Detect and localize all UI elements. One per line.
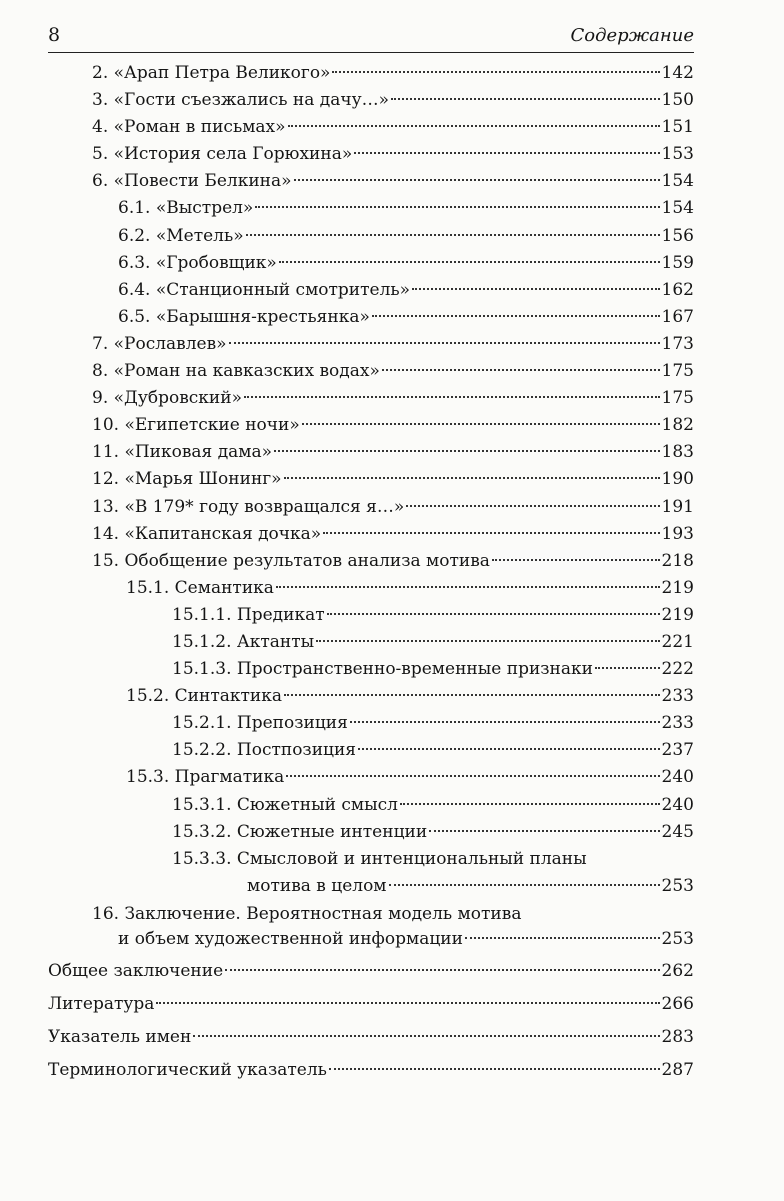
toc-entry-title: 15.1.3. Пространственно-временные признаки	[172, 659, 593, 680]
toc-entry	[48, 385, 694, 412]
toc-entry-title: 6.5. «Барышня-крестьянка»	[118, 306, 370, 327]
dot-leader	[288, 125, 660, 127]
toc-entry-page: 219	[661, 577, 694, 598]
toc-entry-title: 2. «Арап Петра Великого»	[92, 63, 331, 83]
dot-leader	[389, 884, 660, 886]
toc-entry-page: 219	[661, 604, 694, 625]
toc-entry-page: 222	[661, 659, 694, 680]
toc-entry	[48, 277, 694, 304]
toc-entry	[48, 521, 694, 548]
toc-entry-title: Терминологический указатель	[48, 1059, 327, 1080]
toc-entry-title: Общее заключение	[48, 960, 224, 981]
toc-entry-page: 167	[661, 306, 694, 327]
toc-entry-title: 15.3.1. Сюжетный смысл	[172, 794, 398, 815]
dot-leader	[400, 803, 660, 805]
toc-entry-page: 159	[661, 252, 694, 273]
dot-leader	[274, 450, 659, 452]
dot-leader	[391, 98, 660, 100]
dot-leader	[323, 532, 659, 534]
toc-entry-page: 182	[661, 415, 694, 436]
toc-entry-title: 15.2.1. Препозиция	[172, 713, 348, 734]
toc-entry	[48, 629, 694, 656]
toc-entry-title: 15.3.3. Смысловой и интенциональный планы	[172, 848, 587, 869]
dot-leader	[246, 234, 660, 236]
dot-leader	[327, 613, 660, 615]
toc-entry-title-continuation: и объем художественной информации	[118, 928, 463, 949]
toc-entry	[48, 141, 694, 168]
dot-leader	[372, 315, 660, 317]
toc-entry-title: 15.1.2. Актанты	[172, 631, 315, 652]
toc-entry-title: 12. «Марья Шонинг»	[92, 469, 282, 490]
toc-entry-page: 183	[661, 442, 694, 463]
toc-entry-title: 15.2.2. Постпозиция	[172, 740, 357, 761]
dot-leader	[406, 505, 659, 507]
toc-entry-page: 150	[661, 90, 694, 111]
toc-entry-title: 16. Заключение. Вероятностная модель мотива	[92, 903, 522, 924]
toc-entry-title: 15.1. Семантика	[126, 577, 274, 598]
dot-leader	[412, 288, 659, 290]
toc-entry	[48, 195, 694, 222]
toc-entry	[48, 1055, 694, 1085]
toc-entry-page: 283	[661, 1026, 694, 1047]
toc-entry-title: 6.4. «Станционный смотритель»	[118, 279, 411, 300]
toc-entry-title: 5. «История села Горюхина»	[92, 144, 353, 165]
toc-entry-title: 15.2. Синтактика	[126, 686, 282, 707]
toc-entry-title: 15. Обобщение результатов анализа мотива	[92, 550, 490, 571]
toc-entry	[48, 494, 694, 521]
toc-entry-title: 9. «Дубровский»	[92, 388, 242, 409]
toc-entry	[48, 819, 694, 846]
toc-entry	[48, 114, 694, 141]
toc-entry-title: 15.1.1. Предикат	[172, 604, 325, 625]
toc-entry-page: 233	[661, 713, 694, 734]
dot-leader	[329, 1068, 660, 1070]
toc-entry-page: 218	[661, 550, 694, 571]
dot-leader	[229, 342, 660, 344]
toc-entry-title: 14. «Капитанская дочка»	[92, 523, 322, 544]
dot-leader	[294, 179, 660, 181]
toc-entry	[48, 764, 694, 791]
dot-leader	[276, 586, 660, 588]
toc-entry	[48, 846, 694, 900]
toc-entry-page: 253	[661, 928, 694, 949]
toc-entry	[48, 250, 694, 277]
toc-entry-page: 142	[661, 63, 694, 83]
dot-leader	[429, 830, 659, 832]
toc-entry	[48, 358, 694, 385]
toc-entry-page: 190	[661, 469, 694, 490]
toc-entry	[48, 737, 694, 764]
running-title: Содержание	[570, 25, 694, 46]
toc-entry-title: Литература	[48, 993, 155, 1014]
toc-entry	[48, 466, 694, 493]
toc-entry-title: 3. «Гости съезжались на дачу…»	[92, 90, 390, 111]
dot-leader	[316, 640, 659, 642]
dot-leader	[354, 152, 659, 154]
toc-entry	[48, 439, 694, 466]
dot-leader	[492, 559, 660, 561]
toc-entry-title: 7. «Рославлев»	[92, 333, 227, 354]
toc-entry-title-continuation: мотива в целом	[247, 875, 387, 896]
toc-entry-page: 156	[661, 225, 694, 246]
toc-entry-page: 287	[661, 1059, 694, 1080]
toc-entry	[48, 60, 694, 87]
toc-entry-title: 15.3. Прагматика	[126, 767, 285, 788]
dot-leader	[244, 396, 660, 398]
toc-entry	[48, 412, 694, 439]
toc-entry-page: 237	[661, 740, 694, 761]
toc-entry	[48, 223, 694, 250]
toc-entry	[48, 168, 694, 195]
dot-leader	[225, 969, 659, 971]
toc-entry-title: 13. «В 179* году возвращался я…»	[92, 496, 405, 517]
toc-entry-page: 221	[661, 631, 694, 652]
dot-leader	[284, 694, 660, 696]
toc-entry-title: 6.2. «Метель»	[118, 225, 244, 246]
toc-entry	[48, 656, 694, 683]
dot-leader	[350, 721, 660, 723]
toc-entry-page: 154	[661, 171, 694, 192]
toc-entry-page: 175	[661, 361, 694, 382]
toc-entry	[48, 989, 694, 1019]
toc-entry-page: 173	[661, 333, 694, 354]
toc-entry-title: Указатель имен	[48, 1026, 192, 1047]
toc-entry	[48, 548, 694, 575]
toc-entry-page: 151	[661, 117, 694, 138]
toc-entry-page: 253	[661, 875, 694, 896]
dot-leader	[465, 937, 660, 939]
toc-entry	[48, 602, 694, 629]
toc-entry-page: 153	[661, 144, 694, 165]
toc-entry-title: 6. «Повести Белкина»	[92, 171, 292, 192]
toc-entry	[48, 683, 694, 710]
toc-entry-page: 266	[661, 993, 694, 1014]
table-of-contents	[48, 60, 694, 1085]
toc-entry-title: 15.3.2. Сюжетные интенции	[172, 821, 428, 842]
dot-leader	[284, 477, 660, 479]
toc-entry-page: 191	[661, 496, 694, 517]
dot-leader	[279, 261, 660, 263]
toc-entry-page: 262	[661, 960, 694, 981]
toc-entry	[48, 1022, 694, 1052]
toc-entry-title: 10. «Египетские ночи»	[92, 415, 300, 436]
header-rule	[48, 52, 694, 53]
toc-entry-page: 162	[661, 279, 694, 300]
dot-leader	[255, 206, 659, 208]
toc-entry-title: 11. «Пиковая дама»	[92, 442, 273, 463]
dot-leader	[382, 369, 660, 371]
dot-leader	[595, 667, 660, 669]
toc-entry-title: 6.3. «Гробовщик»	[118, 252, 277, 273]
toc-entry-page: 240	[661, 794, 694, 815]
toc-entry-title: 4. «Роман в письмах»	[92, 117, 286, 138]
dot-leader	[193, 1035, 659, 1037]
toc-entry-page: 193	[661, 523, 694, 544]
toc-entry	[48, 331, 694, 358]
toc-entry	[48, 956, 694, 986]
dot-leader	[156, 1002, 659, 1004]
toc-entry-page: 245	[661, 821, 694, 842]
page-number: 8	[48, 24, 61, 46]
toc-entry-title: 8. «Роман на кавказских водах»	[92, 361, 380, 382]
toc-entry-title: 6.1. «Выстрел»	[118, 198, 254, 219]
toc-entry	[48, 87, 694, 114]
toc-entry-page: 240	[661, 767, 694, 788]
dot-leader	[286, 775, 659, 777]
toc-entry	[48, 304, 694, 331]
toc-entry	[48, 902, 694, 952]
toc-entry-page: 175	[661, 388, 694, 409]
dot-leader	[332, 71, 659, 73]
toc-entry	[48, 710, 694, 737]
toc-entry-page: 154	[661, 198, 694, 219]
dot-leader	[358, 748, 660, 750]
toc-entry-page: 233	[661, 686, 694, 707]
toc-entry	[48, 792, 694, 819]
dot-leader	[302, 423, 660, 425]
toc-entry	[48, 575, 694, 602]
